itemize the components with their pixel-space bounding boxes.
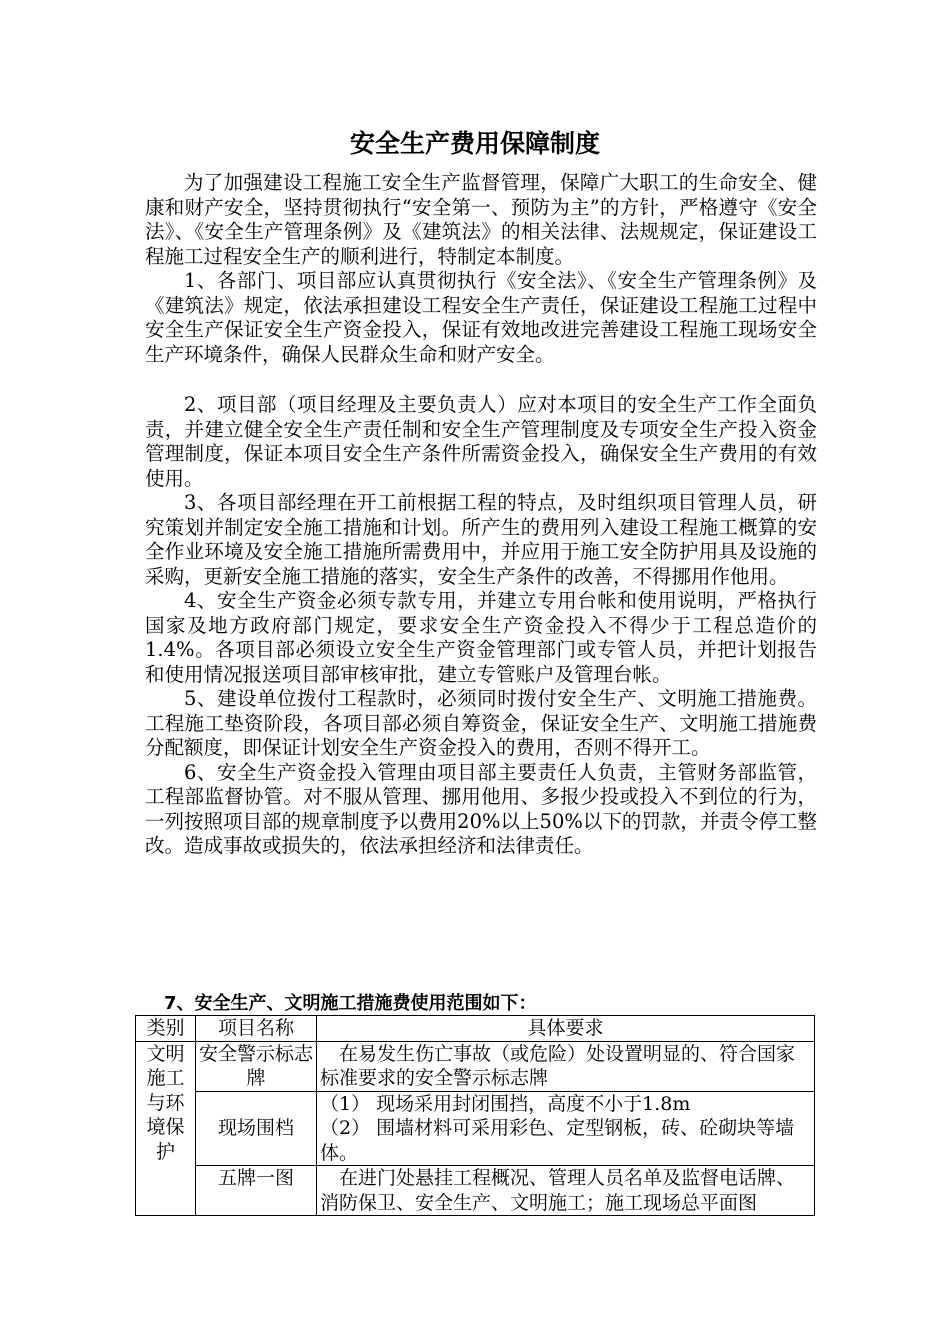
item-cell: 现场围档 [196,1091,317,1166]
item-cell: 五牌一图 [196,1166,317,1216]
item-cell: 安全警示标志牌 [196,1041,317,1091]
table-row [136,1041,815,1091]
header-item-name: 项目名称 [196,1016,317,1042]
clause-7-heading: 7、安全生产、文明施工措施费使用范围如下： [164,993,537,1014]
requirement-line: （2） 围墙材料可采用彩色、定型钢板，砖、砼砌块等墙体。 [320,1117,795,1164]
requirement-cell: 在易发生伤亡事故（或危险）处设置明显的、符合国家标准要求的安全警示标志牌 [317,1041,815,1091]
document-title: 安全生产费用保障制度 [349,129,600,158]
header-category: 类别 [136,1016,196,1042]
requirement-line: （1） 现场采用封闭围挡，高度不小于1.8m [320,1092,691,1115]
clause-6-paragraph: 6、安全生产资金投入管理由项目部主要责任人负责，主管财务部监管，工程部监督协管。对不服从管理、挪用他用、多报少投或投入不到位的行为，一列按照项目部的规章制度予以费用20%以上50%以下的罚款，并责令停工整改。造成事故或损失的，依法承担经济和法律责任。 [145,760,817,857]
clause-1-paragraph: 1、各部门、项目部应认真贯彻执行《安全法》、《安全生产管理条例》及《建筑法》规定，依法承担建设工程安全生产责任，保证建设工程施工过程中安全生产保证安全生产资金投入，保证有效地改进完善建设工程施工现场安全生产环境条件，确保人民群众生命和财产安全。 [145,269,817,366]
clause-2-paragraph: 2、项目部（项目经理及主要负责人）应对本项目的安全生产工作全面负责，并建立健全安全生产责任制和安全生产管理制度及专项安全生产投入资金管理制度，保证本项目安全生产条件所需资金投入，确保安全生产费用的有效使用。 [145,393,817,490]
table-header-row [136,1016,815,1042]
requirement-cell: 在进门处悬挂工程概况、管理人员名单及监督电话牌、消防保卫、安全生产、文明施工；施工现场总平面图 [317,1166,815,1216]
requirement-cell [317,1091,815,1166]
table-row [136,1166,815,1216]
clause-4-paragraph: 4、安全生产资金必须专款专用，并建立专用台帐和使用说明，严格执行国家及地方政府部门规定，要求安全生产资金投入不得少于工程总造价的1.4%。各项目部必须设立安全生产资金管理部门或专管人员，并把计划报告和使用情况报送项目部审核审批，建立专管账户及管理台帐。 [145,589,817,686]
intro-paragraph: 为了加强建设工程施工安全生产监督管理，保障广大职工的生命安全、健康和财产安全，坚持贯彻执行“安全第一、预防为主”的方针，严格遵守《安全法》、《安全生产管理条例》及《建筑法》的相关法律、法规规定，保证建设工程施工过程安全生产的顺利进行，特制定本制度。 [145,171,817,268]
clause-3-paragraph: 3、各项目部经理在开工前根据工程的特点，及时组织项目管理人员，研究策划并制定安全施工措施和计划。所产生的费用列入建设工程施工概算的安全作业环境及安全施工措施所需费用中，并应用于施工安全防护用具及设施的采购，更新安全施工措施的落实，安全生产条件的改善，不得挪用作他用。 [145,491,817,588]
paragraph-spacer [145,367,817,393]
clause-5-paragraph: 5、建设单位拨付工程款时，必须同时拨付安全生产、文明施工措施费。工程施工垫资阶段，各项目部必须自筹资金，保证安全生产、文明施工措施费分配额度，即保证计划安全生产资金投入的费用，否则不得开工。 [145,687,817,759]
document-body [145,171,817,859]
category-cell: 文明施工与环境保护 [136,1041,196,1216]
table-row [136,1091,815,1166]
expense-scope-table [135,1015,815,1216]
header-requirement: 具体要求 [317,1016,815,1042]
